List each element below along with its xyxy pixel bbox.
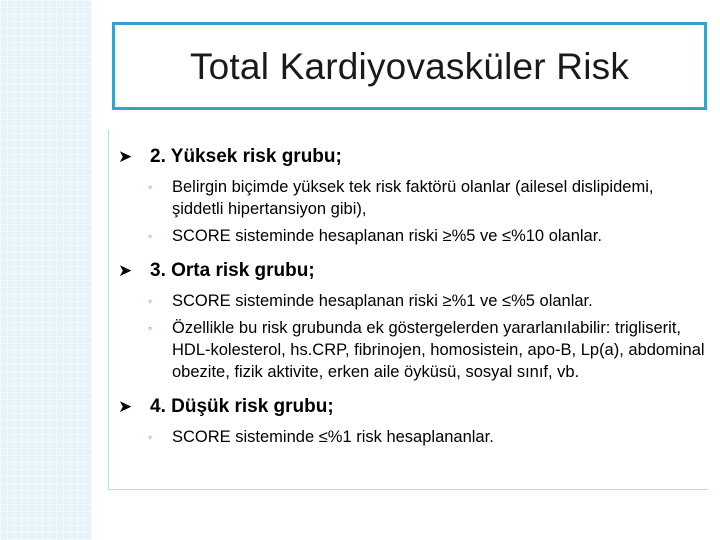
list-item-text: Özellikle bu risk grubunda ek göstergelerden yararlanılabilir: trigliserit, HDL-kolesterol, hs.CRP, fibrinojen, homosistein, apo-B, Lp(a), abdominal obezite, fizik aktivite, erken aile öyküsü, sosyal sınıf, vb.	[172, 319, 705, 381]
slide-content	[118, 142, 708, 453]
list-item-text: SCORE sisteminde hesaplanan riski ≥%1 ve ≤%5 olanlar.	[172, 292, 593, 310]
section-heading-text: 4. Düşük risk grubu;	[150, 396, 334, 417]
section-heading-low-risk	[118, 392, 708, 422]
ring-bullet-icon: ◦	[148, 321, 153, 335]
ring-bullet-icon: ◦	[148, 229, 153, 243]
list-item-text: SCORE sisteminde hesaplanan riski ≥%5 ve ≤%10 olanlar.	[172, 227, 602, 245]
list-item-text: Belirgin biçimde yüksek tek risk faktörü olanlar (ailesel dislipidemi, şiddetli hipertansiyon gibi),	[172, 178, 654, 218]
arrowhead-bullet-icon: ➤	[118, 261, 133, 280]
ring-bullet-icon: ◦	[148, 430, 153, 444]
arrowhead-bullet-icon: ➤	[118, 147, 133, 166]
slide-title: Total Kardiyovasküler Risk	[189, 46, 630, 87]
ring-bullet-icon: ◦	[148, 180, 153, 194]
list-item	[118, 176, 708, 220]
section-heading-text: 3. Orta risk grubu;	[150, 260, 315, 281]
section-heading-text: 2. Yüksek risk grubu;	[150, 146, 342, 167]
list-item	[118, 426, 708, 448]
list-item	[118, 317, 708, 383]
arrowhead-bullet-icon: ➤	[118, 397, 133, 416]
list-item	[118, 225, 708, 247]
list-item	[118, 290, 708, 312]
list-item-text: SCORE sisteminde ≤%1 risk hesaplananlar.	[172, 428, 494, 446]
ring-bullet-icon: ◦	[148, 294, 153, 308]
section-heading-high-risk	[118, 142, 708, 172]
title-box	[112, 22, 707, 110]
section-heading-medium-risk	[118, 256, 708, 286]
background-band	[0, 0, 92, 540]
